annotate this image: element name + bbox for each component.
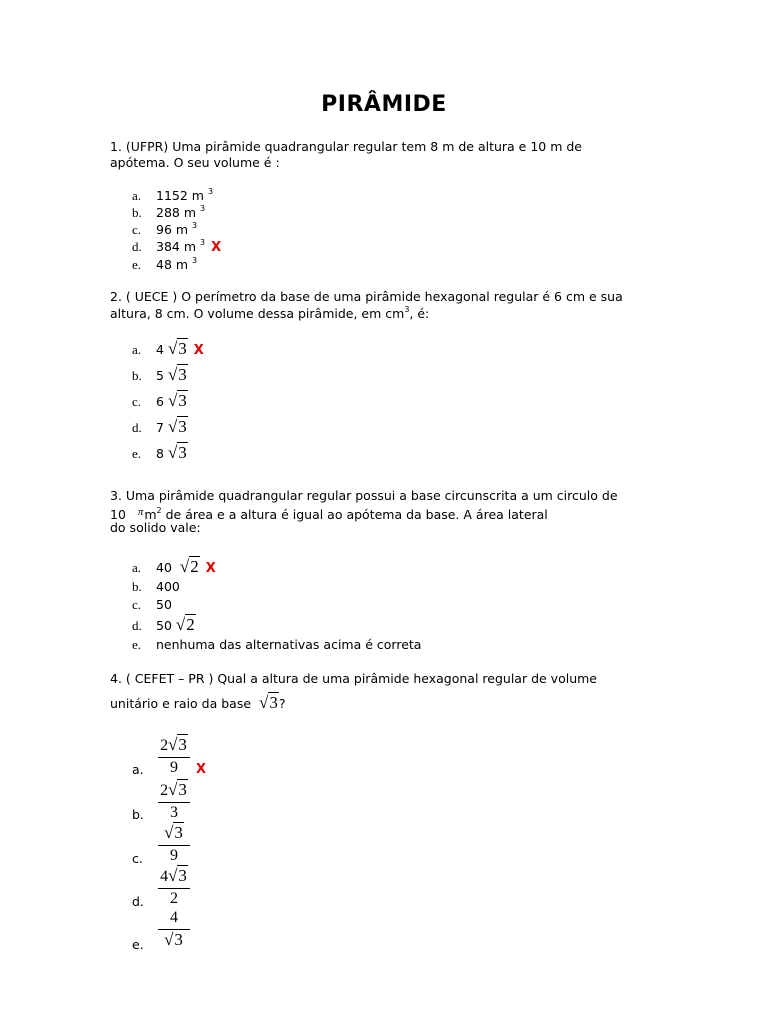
q4-text-line2: unitário e raio da base √3? [110, 693, 286, 712]
correct-mark: X [205, 561, 216, 576]
sqrt-symbol: √3 [168, 780, 187, 799]
pi-symbol: π [137, 506, 144, 518]
q2-text-line1: 2. ( UECE ) O perímetro da base de uma pirâmide hexagonal regular é 6 cm e sua [110, 289, 623, 304]
correct-mark: X [193, 343, 204, 358]
q3-option-b: b. 400 [132, 579, 180, 594]
q4-option-a-letter: a. [132, 762, 144, 777]
q3-option-d: d. 50 √2 [132, 615, 195, 634]
q4-option-a-fraction: $\frac{2√3}{9}$ [158, 735, 190, 778]
correct-mark: X [211, 240, 222, 255]
q4-option-c-letter: c. [132, 851, 143, 866]
q4-option-e-letter: e. [132, 937, 144, 952]
q1-option-d: d. 384 m $^3$ X [132, 238, 222, 255]
sqrt-symbol: √3 [168, 735, 187, 754]
q3-text-line1: 3. Uma pirâmide quadrangular regular possui a base circunscrita a um circulo de [110, 488, 618, 503]
q2-option-e: e. 8 √3 [132, 443, 187, 462]
q1-option-b: b. 288 m $^3$ [132, 204, 206, 220]
sqrt-symbol: √2 [175, 615, 195, 634]
page-title: PIRÂMIDE [321, 92, 447, 117]
q2-option-b: b. 5 √3 [132, 365, 187, 384]
q3-text-line2: 10 $\pi m^2$ de área e a altura é igual ao apótema da base. A área lateral [110, 506, 548, 522]
q1-option-a: a. 1152 m $^3$ [132, 187, 214, 203]
q2-option-d: d. 7 √3 [132, 417, 187, 436]
sqrt-symbol: √3 [259, 693, 278, 712]
q1-option-c: c. 96 m $^3$ [132, 221, 198, 237]
sqrt-symbol: √2 [179, 557, 199, 576]
sqrt-symbol: √3 [167, 365, 187, 384]
sqrt-symbol: √3 [168, 866, 187, 885]
q3-option-a: a. 40 √2 X [132, 557, 216, 576]
sqrt-symbol: √3 [167, 339, 187, 358]
q1-text-line2: apótema. O seu volume é : [110, 155, 280, 170]
sqrt-symbol: √3 [164, 930, 183, 949]
q4-option-d-letter: d. [132, 894, 144, 909]
q2-option-a: a. 4 √3 X [132, 339, 204, 358]
q4-option-c-fraction: $\frac{√3}{9}$ [158, 823, 190, 866]
q3-option-e: e. nenhuma das alternativas acima é correta [132, 637, 422, 652]
q4-option-d-fraction: $\frac{4√3}{2}$ [158, 866, 190, 909]
sqrt-symbol: √3 [167, 391, 187, 410]
sqrt-symbol: √3 [164, 823, 183, 842]
correct-mark: X [196, 762, 207, 777]
sqrt-symbol: √3 [167, 443, 187, 462]
q4-text-line1: 4. ( CEFET – PR ) Qual a altura de uma pirâmide hexagonal regular de volume [110, 671, 597, 686]
q3-option-c: c. 50 [132, 597, 172, 612]
q1-option-e: e. 48 m $^3$ [132, 256, 198, 272]
q4-option-e-fraction: $\frac{4}{√3}$ [158, 908, 190, 951]
q4-option-b-fraction: $\frac{2√3}{3}$ [158, 780, 190, 823]
q1-text-line1: 1. (UFPR) Uma pirâmide quadrangular regular tem 8 m de altura e 10 m de [110, 139, 582, 154]
q4-option-b-letter: b. [132, 807, 144, 822]
q2-option-c: c. 6 √3 [132, 391, 187, 410]
q3-text-line3: do solido vale: [110, 520, 201, 535]
q2-text-line2: altura, 8 cm. O volume dessa pirâmide, em $cm^3$, é: [110, 305, 430, 321]
sqrt-symbol: √3 [167, 417, 187, 436]
